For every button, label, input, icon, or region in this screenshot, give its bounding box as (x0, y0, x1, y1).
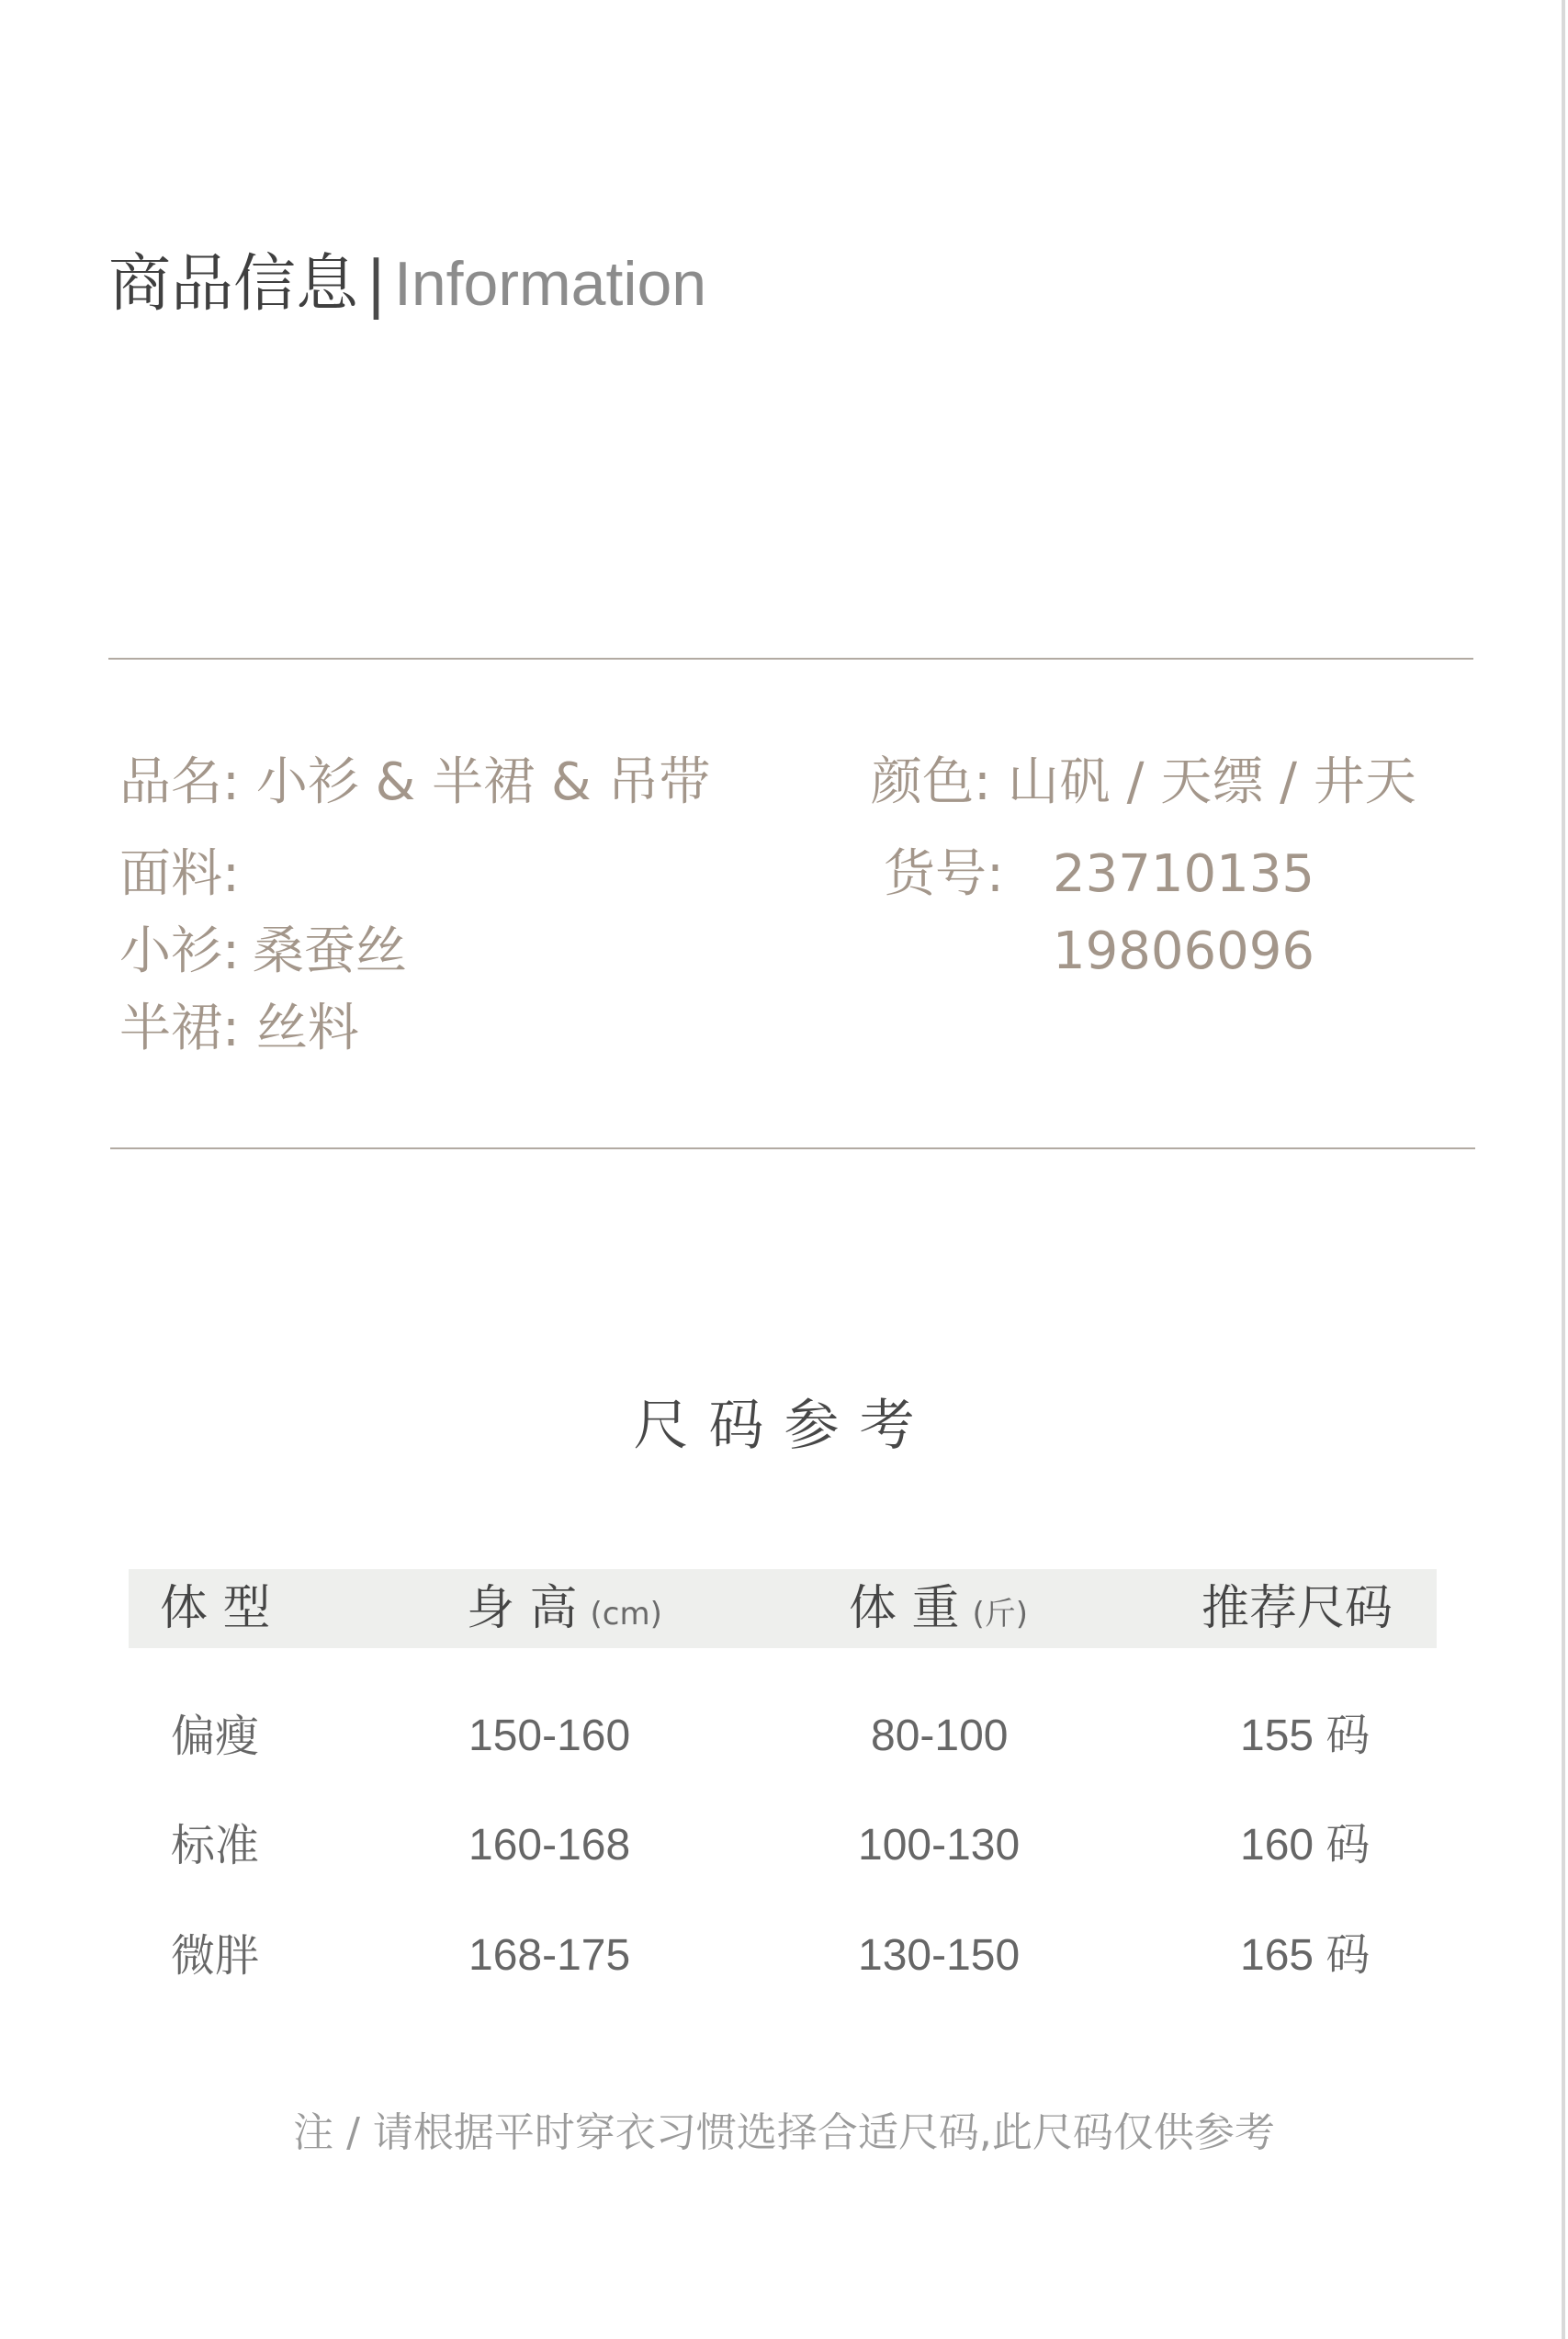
item-no-value: 19806096 (1053, 921, 1315, 981)
fabric-item-value: 桑蚕丝 (252, 921, 407, 981)
header-label: 身 高 (467, 1581, 578, 1636)
table-cell-weight: 130-150 (858, 1931, 1021, 1980)
fabric-label: 面料: (119, 844, 240, 904)
fabric-item-label: 小衫: (119, 921, 240, 981)
table-cell-height: 150-160 (468, 1712, 631, 1760)
table-cell-body-type: 偏瘦 (171, 1711, 260, 1762)
color-row (871, 746, 1416, 819)
size-table-header (129, 1569, 1437, 1648)
title-separator: | (366, 248, 387, 321)
fabric-item-value: 丝料 (255, 999, 359, 1058)
header-label: 体 型 (160, 1581, 271, 1636)
section-title-cn: 商品信息 (108, 248, 359, 321)
product-name-label: 品名: (119, 752, 240, 812)
color-label: 颜色: (871, 752, 991, 812)
table-cell-size: 155 码 (1240, 1712, 1371, 1760)
page-edge (1562, 0, 1565, 2339)
section-title (108, 243, 706, 326)
item-no-label: 货号: (884, 844, 1004, 904)
product-name-value: 小衫 & 半裙 & 吊带 (255, 752, 711, 812)
table-cell-weight: 100-130 (858, 1821, 1021, 1870)
item-no-value: 23710135 (1053, 844, 1315, 904)
product-name-row (119, 746, 710, 819)
header-label: 体 重 (849, 1581, 960, 1636)
divider-bottom (110, 1147, 1475, 1149)
fabric-item-skirt (119, 992, 359, 1066)
table-cell-body-type: 微胖 (171, 1930, 260, 1982)
header-unit: (cm) (590, 1596, 662, 1633)
fabric-item-label: 半裙: (119, 999, 240, 1058)
table-cell-body-type: 标准 (171, 1820, 260, 1871)
table-cell-height: 168-175 (468, 1931, 631, 1980)
header-body-type (160, 1569, 271, 1648)
size-note: 注 / 请根据平时穿衣习惯选择合适尺码,此尺码仅供参考 (293, 2109, 1275, 2156)
header-weight (849, 1569, 1028, 1648)
table-cell-size: 160 码 (1240, 1821, 1371, 1870)
color-value: 山矾 / 天缥 / 井天 (1007, 752, 1416, 812)
header-unit: (斤) (972, 1596, 1029, 1633)
size-chart-title: 尺码参考 (633, 1394, 935, 1458)
table-cell-height: 160-168 (468, 1821, 631, 1870)
table-cell-size: 165 码 (1240, 1931, 1371, 1980)
fabric-item-shirt (119, 915, 407, 989)
table-cell-weight: 80-100 (871, 1712, 1009, 1760)
section-title-en: Information (393, 249, 707, 319)
header-recommended-size (1201, 1569, 1393, 1648)
header-label: 推荐尺码 (1201, 1581, 1393, 1636)
divider-top (108, 658, 1473, 660)
header-height (467, 1569, 662, 1648)
